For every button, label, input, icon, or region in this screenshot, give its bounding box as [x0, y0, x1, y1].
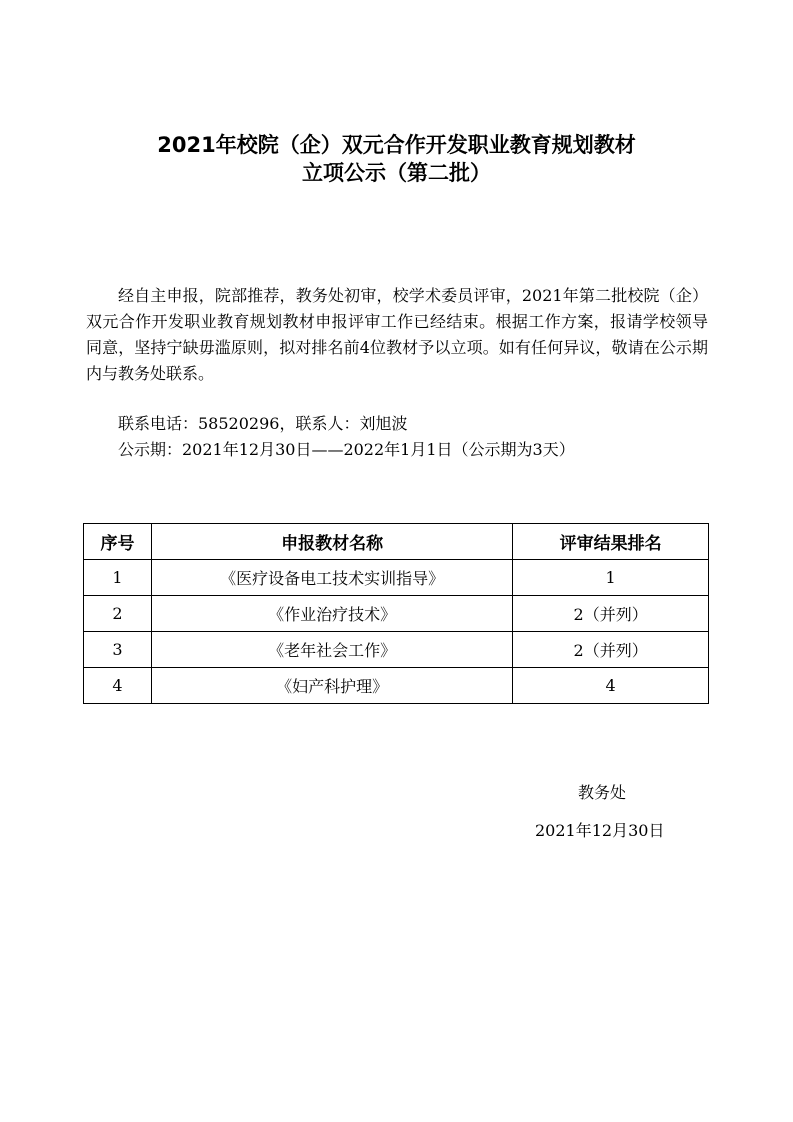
- table-header-row: [84, 524, 709, 560]
- cell-textbook-name: 《妇产科护理》: [151, 668, 512, 704]
- table-row: [84, 596, 709, 632]
- cell-textbook-name: 《作业治疗技术》: [151, 596, 512, 632]
- document-title-line2: 立项公示（第二批）: [302, 161, 491, 185]
- issue-date: 2021年12月30日: [535, 821, 665, 840]
- issuing-department: 教务处: [578, 783, 627, 802]
- cell-rank: 2（并列）: [513, 596, 709, 632]
- cell-textbook-name: 《医疗设备电工技术实训指导》: [151, 560, 512, 596]
- publicity-period: 公示期：2021年12月30日——2022年1月1日（公示期为3天）: [118, 440, 575, 459]
- header-rank: 评审结果排名: [513, 524, 709, 560]
- header-textbook-name: 申报教材名称: [151, 524, 512, 560]
- results-table: [83, 523, 709, 704]
- cell-textbook-name: 《老年社会工作》: [151, 632, 512, 668]
- cell-rank: 2（并列）: [513, 632, 709, 668]
- cell-serial: 4: [84, 668, 152, 704]
- cell-rank: 4: [513, 668, 709, 704]
- cell-rank: 1: [513, 560, 709, 596]
- cell-serial: 2: [84, 596, 152, 632]
- header-serial: 序号: [84, 524, 152, 560]
- table-row: [84, 560, 709, 596]
- contact-info: 联系电话：58520296，联系人：刘旭波: [118, 414, 408, 433]
- table-row: [84, 632, 709, 668]
- cell-serial: 1: [84, 560, 152, 596]
- announcement-paragraph: 经自主申报，院部推荐，教务处初审，校学术委员评审，2021年第二批校院（企）双元合作开发职业教育规划教材申报评审工作已经结束。根据工作方案，报请学校领导同意，坚持宁缺毋滥原则，拟对排名前4位教材予以立项。如有任何异议，敬请在公示期内与教务处联系。: [86, 286, 708, 383]
- cell-serial: 3: [84, 632, 152, 668]
- document-title-line1: 2021年校院（企）双元合作开发职业教育规划教材: [157, 133, 636, 157]
- table-row: [84, 668, 709, 704]
